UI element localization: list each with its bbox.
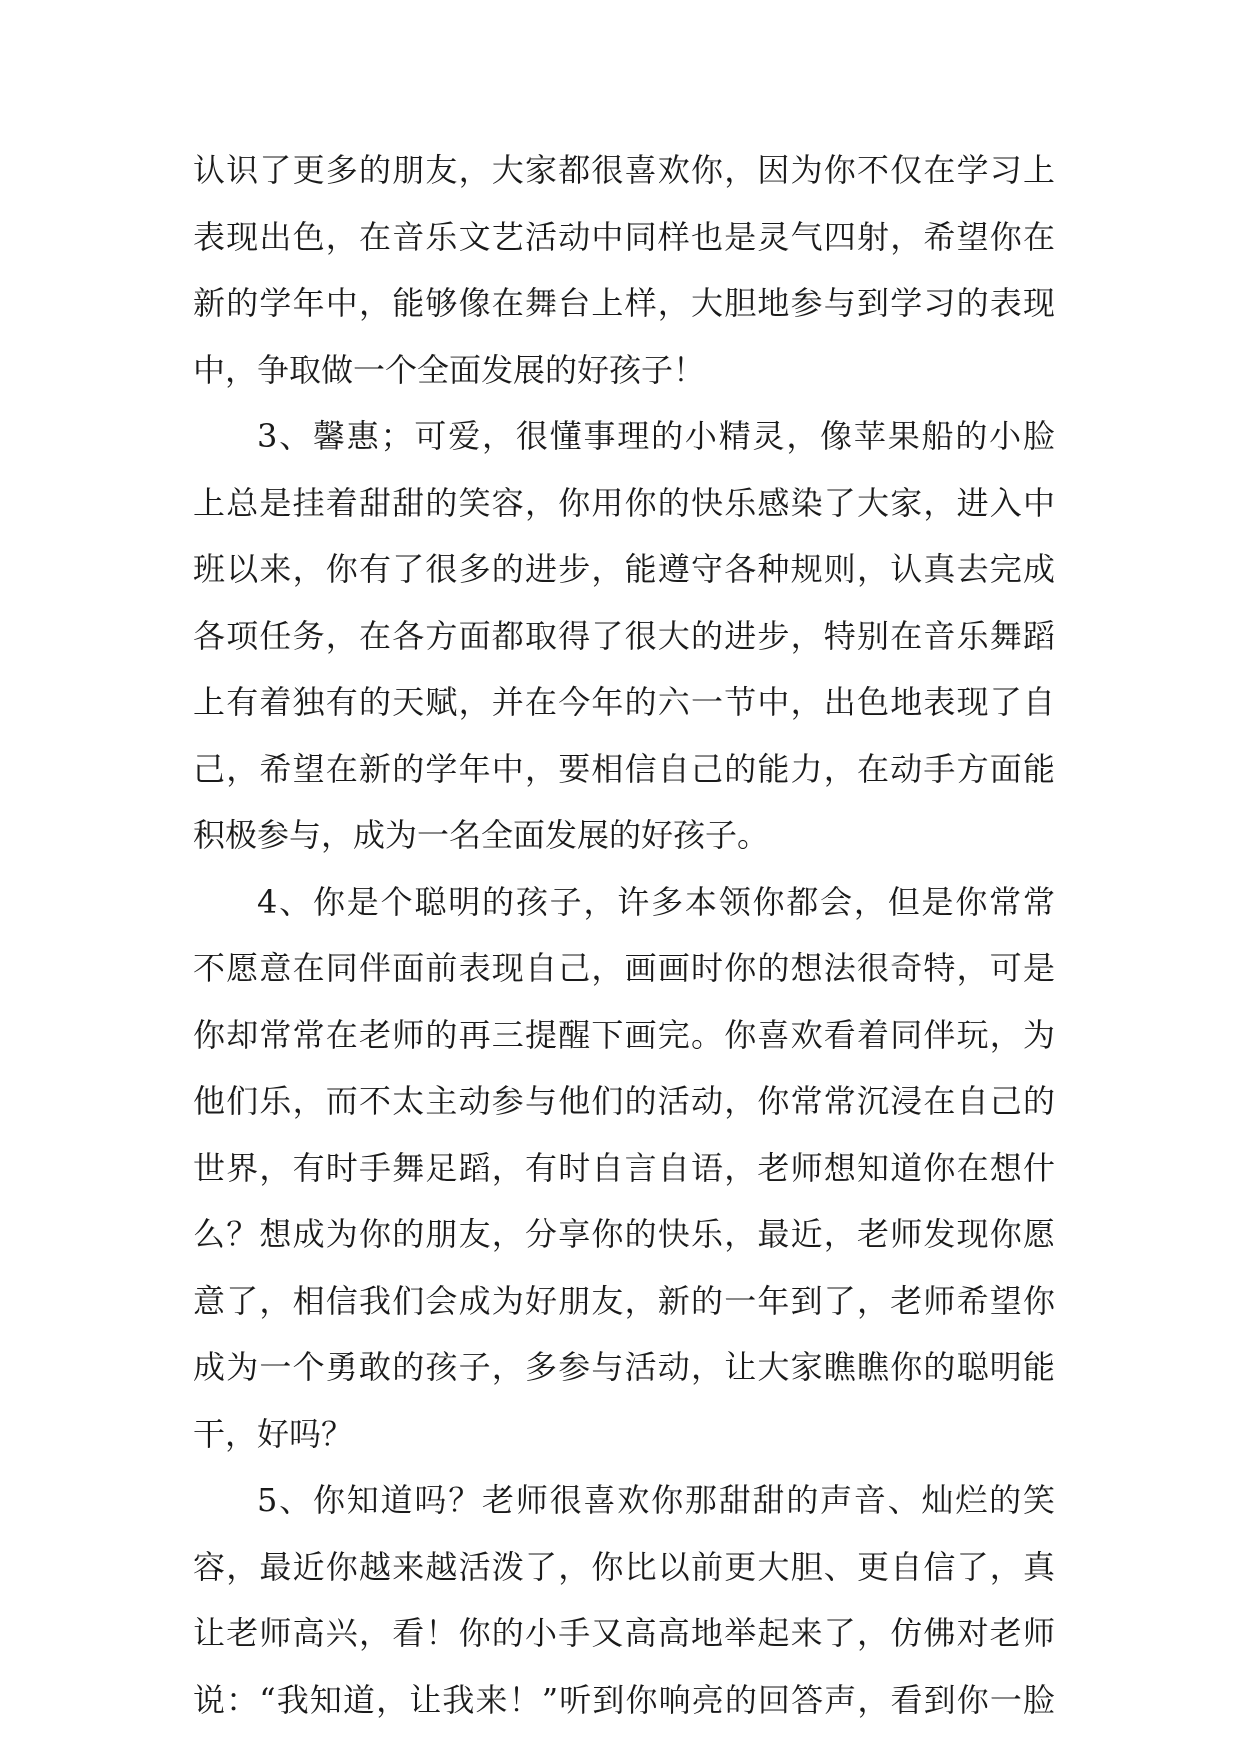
text-line: 新的学年中，能够像在舞台上样，大胆地参与到学习的表现 xyxy=(193,284,1055,322)
text-line: 上总是挂着甜甜的笑容，你用你的快乐感染了大家，进入中 xyxy=(193,484,1055,522)
text-line: 中，争取做一个全面发展的好孩子！ xyxy=(193,351,706,389)
text-line: 意了，相信我们会成为好朋友，新的一年到了，老师希望你 xyxy=(193,1282,1055,1320)
text-line: 各项任务，在各方面都取得了很大的进步，特别在音乐舞蹈 xyxy=(193,617,1055,655)
text-line: 上有着独有的天赋，并在今年的六一节中，出色地表现了自 xyxy=(193,683,1055,721)
text-line: 么？想成为你的朋友，分享你的快乐，最近，老师发现你愿 xyxy=(193,1215,1055,1253)
text-line: 说：“我知道，让我来！”听到你响亮的回答声，看到你一脸 xyxy=(193,1681,1055,1719)
text-line: 认识了更多的朋友，大家都很喜欢你，因为你不仅在学习上 xyxy=(193,151,1055,189)
text-line: 班以来，你有了很多的进步，能遵守各种规则，认真去完成 xyxy=(193,550,1055,588)
text-line: 干，好吗？ xyxy=(193,1415,354,1453)
paragraph-start-line: 3、馨惠；可爱，很懂事理的小精灵，像苹果船的小脸 xyxy=(257,417,1055,455)
paragraph-start-line: 5、你知道吗？老师很喜欢你那甜甜的声音、灿烂的笑 xyxy=(257,1481,1055,1519)
text-line: 表现出色，在音乐文艺活动中同样也是灵气四射，希望你在 xyxy=(193,218,1055,256)
text-line: 让老师高兴，看！你的小手又高高地举起来了，仿佛对老师 xyxy=(193,1614,1055,1652)
text-line: 成为一个勇敢的孩子，多参与活动，让大家瞧瞧你的聪明能 xyxy=(193,1348,1055,1386)
text-line: 他们乐，而不太主动参与他们的活动，你常常沉浸在自己的 xyxy=(193,1082,1055,1120)
text-line: 不愿意在同伴面前表现自己，画画时你的想法很奇特，可是 xyxy=(193,949,1055,987)
paragraph-start-line: 4、你是个聪明的孩子，许多本领你都会，但是你常常 xyxy=(257,883,1055,921)
text-line: 世界，有时手舞足蹈，有时自言自语，老师想知道你在想什 xyxy=(193,1149,1055,1187)
text-line: 积极参与，成为一名全面发展的好孩子。 xyxy=(193,816,770,854)
text-line: 你却常常在老师的再三提醒下画完。你喜欢看着同伴玩，为 xyxy=(193,1016,1055,1054)
text-line: 容，最近你越来越活泼了，你比以前更大胆、更自信了，真 xyxy=(193,1548,1055,1586)
text-line: 己，希望在新的学年中，要相信自己的能力，在动手方面能 xyxy=(193,750,1055,788)
